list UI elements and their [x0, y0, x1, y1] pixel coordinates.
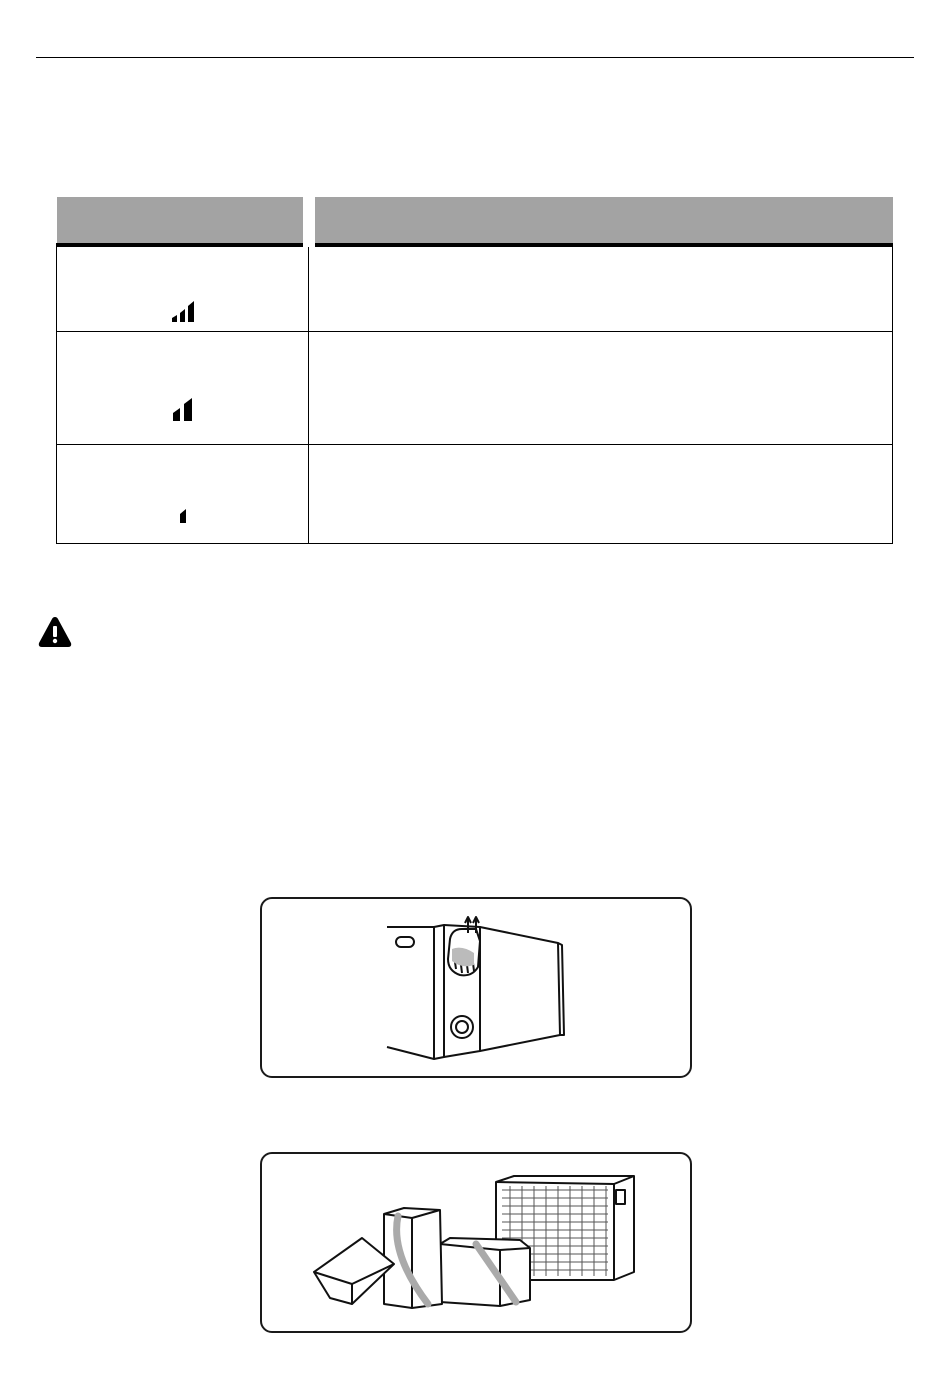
table-header-col2 [309, 197, 893, 245]
table-row [57, 445, 893, 544]
figure-lift-panel [260, 897, 692, 1078]
row-description [309, 332, 892, 348]
figure-unpacking [260, 1152, 692, 1333]
mode-table [56, 197, 893, 544]
table-cell-description [309, 445, 893, 544]
table-cell-description [309, 332, 893, 445]
table-row [57, 245, 893, 332]
heat-pump-unpacking-illustration [262, 1154, 690, 1331]
table-cell-icon [57, 445, 309, 544]
heat-pump-lift-panel-illustration [262, 899, 690, 1076]
table-row [57, 332, 893, 445]
table-header-col1 [57, 197, 309, 245]
table-cell-icon [57, 332, 309, 445]
top-rule [36, 57, 914, 58]
signal-three-bars-icon [170, 297, 196, 323]
warning-triangle-icon [37, 615, 73, 649]
row-description [309, 445, 892, 461]
row-description [309, 247, 892, 263]
table-cell-icon [57, 245, 309, 332]
signal-one-bar-icon [178, 508, 188, 524]
table-header-row [57, 197, 893, 245]
table-cell-description [309, 245, 893, 332]
signal-two-bars-icon [172, 396, 194, 422]
